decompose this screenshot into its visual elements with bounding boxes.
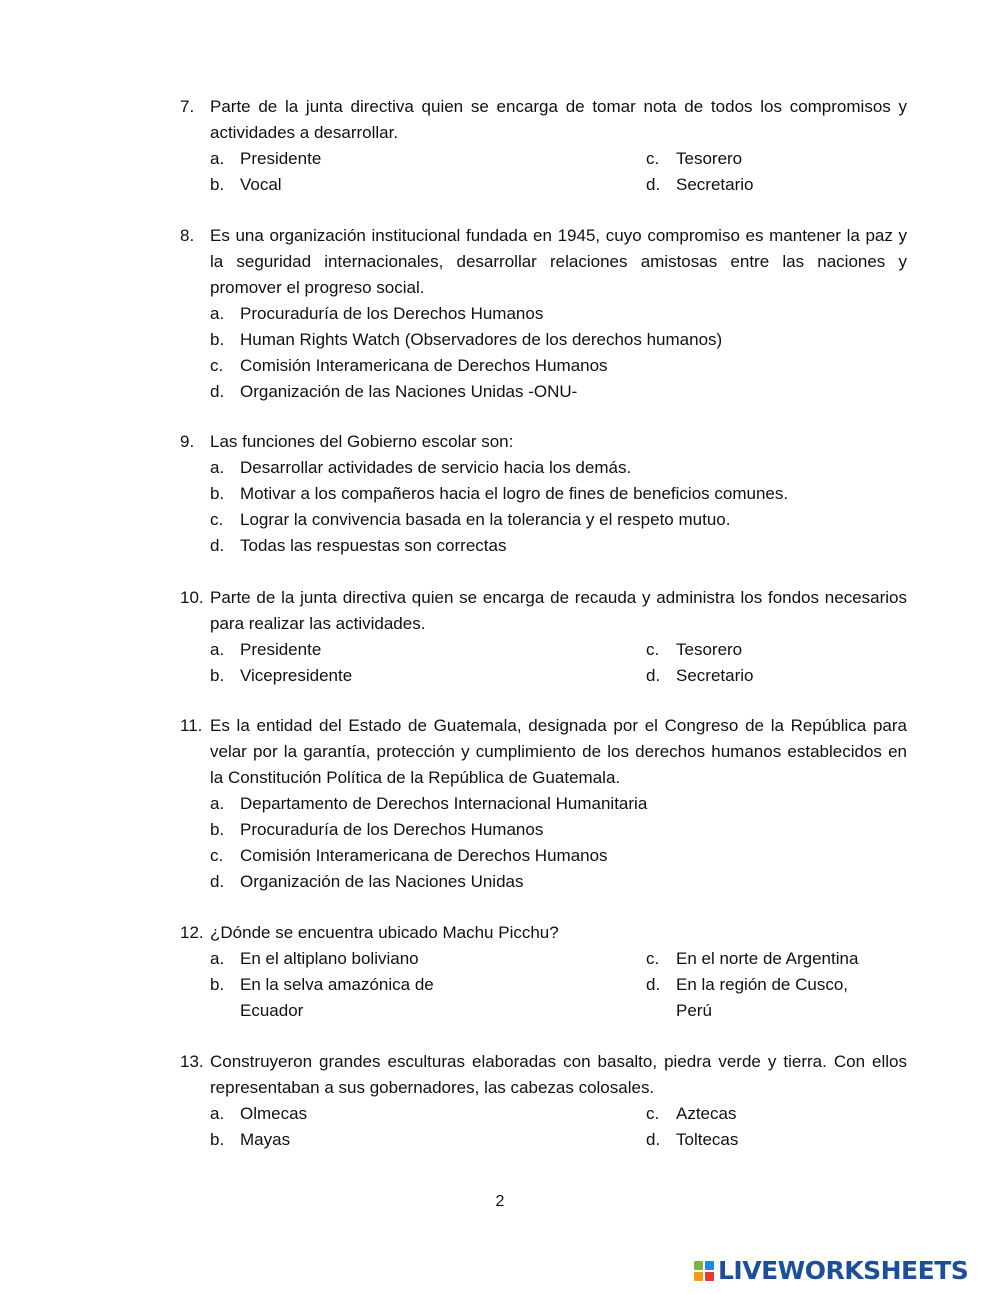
question-text: ¿Dónde se encuentra ubicado Machu Picchu? xyxy=(210,923,559,942)
options xyxy=(210,791,907,895)
option-d[interactable]: d. Secretario xyxy=(646,175,754,194)
question-12 xyxy=(180,920,907,1024)
options xyxy=(210,146,907,198)
question-number: 8. xyxy=(180,226,195,245)
option-c[interactable]: c. Lograr la convivencia basada en la tolerancia y el respeto mutuo. xyxy=(210,510,731,529)
page-number: 2 xyxy=(495,1193,505,1210)
options xyxy=(210,637,907,689)
question-13 xyxy=(180,1049,907,1153)
option-a[interactable]: a. Desarrollar actividades de servicio hacia los demás. xyxy=(210,458,632,477)
brand-name: LIVEWORKSHEETS xyxy=(718,1256,969,1285)
question-number: 7. xyxy=(180,97,195,116)
option-d[interactable]: d. Toltecas xyxy=(646,1130,739,1149)
question-8 xyxy=(180,223,907,405)
question-10 xyxy=(180,585,907,689)
liveworksheets-logo-icon xyxy=(694,1261,714,1281)
option-a[interactable]: a. Olmecas xyxy=(210,1104,308,1123)
option-d[interactable]: d. En la región de Cusco, Perú xyxy=(646,975,848,1020)
question-7 xyxy=(180,94,907,198)
option-c[interactable]: c. Tesorero xyxy=(646,149,743,168)
question-number: 13. xyxy=(180,1052,204,1071)
option-b[interactable]: b. Motivar a los compañeros hacia el logro de fines de beneficios comunes. xyxy=(210,484,789,503)
option-c[interactable]: c. Comisión Interamericana de Derechos Humanos xyxy=(210,356,608,375)
question-text: Parte de la junta directiva quien se encarga de recauda y administra los fondos necesarios para realizar las actividades. xyxy=(210,588,907,633)
question-text: Es una organización institucional fundada en 1945, cuyo compromiso es mantener la paz y la seguridad internacionales, desarrollar relaciones amistosas entre las naciones y promover el progreso social. xyxy=(210,226,907,297)
option-b[interactable]: b. Vocal xyxy=(210,175,282,194)
option-b[interactable]: b. Mayas xyxy=(210,1130,291,1149)
option-a[interactable]: a. Departamento de Derechos Internacional Humanitaria xyxy=(210,794,648,813)
liveworksheets-brand[interactable] xyxy=(694,1256,968,1285)
option-a[interactable]: a. En el altiplano boliviano xyxy=(210,949,419,968)
option-a[interactable]: a. Presidente xyxy=(210,640,322,659)
question-number: 10. xyxy=(180,588,204,607)
option-d[interactable]: d. Organización de las Naciones Unidas -ONU- xyxy=(210,382,578,401)
option-d[interactable]: d. Todas las respuestas son correctas xyxy=(210,536,507,555)
question-9 xyxy=(180,429,907,559)
options xyxy=(210,455,907,559)
question-number: 12. xyxy=(180,923,204,942)
option-a[interactable]: a. Procuraduría de los Derechos Humanos xyxy=(210,304,544,323)
option-b[interactable]: b. En la selva amazónica de Ecuador xyxy=(210,975,434,1020)
question-text: Parte de la junta directiva quien se encarga de tomar nota de todos los compromisos y actividades a desarrollar. xyxy=(210,97,907,142)
options xyxy=(210,1101,907,1153)
option-b[interactable]: b. Procuraduría de los Derechos Humanos xyxy=(210,820,544,839)
options xyxy=(210,946,907,1024)
option-c[interactable]: c. Aztecas xyxy=(646,1104,737,1123)
option-d[interactable]: d. Organización de las Naciones Unidas xyxy=(210,872,524,891)
question-text: Es la entidad del Estado de Guatemala, designada por el Congreso de la República para velar por la garantía, protección y cumplimiento de los derechos humanos establecidos en la Constitución Política de la República de Guatemala. xyxy=(210,716,907,787)
option-c[interactable]: c. Tesorero xyxy=(646,640,743,659)
option-c[interactable]: c. Comisión Interamericana de Derechos Humanos xyxy=(210,846,608,865)
option-d[interactable]: d. Secretario xyxy=(646,666,754,685)
option-b[interactable]: b. Vicepresidente xyxy=(210,666,353,685)
question-text: Construyeron grandes esculturas elaboradas con basalto, piedra verde y tierra. Con ellos representaban a sus gobernadores, las cabezas colosales. xyxy=(210,1052,907,1097)
question-11 xyxy=(180,713,907,895)
question-number: 11. xyxy=(180,716,203,735)
option-a[interactable]: a. Presidente xyxy=(210,149,322,168)
option-c[interactable]: c. En el norte de Argentina xyxy=(646,949,859,968)
question-text: Las funciones del Gobierno escolar son: xyxy=(210,432,514,451)
question-number: 9. xyxy=(180,432,195,451)
options xyxy=(210,301,907,405)
option-b[interactable]: b. Human Rights Watch (Observadores de los derechos humanos) xyxy=(210,330,723,349)
